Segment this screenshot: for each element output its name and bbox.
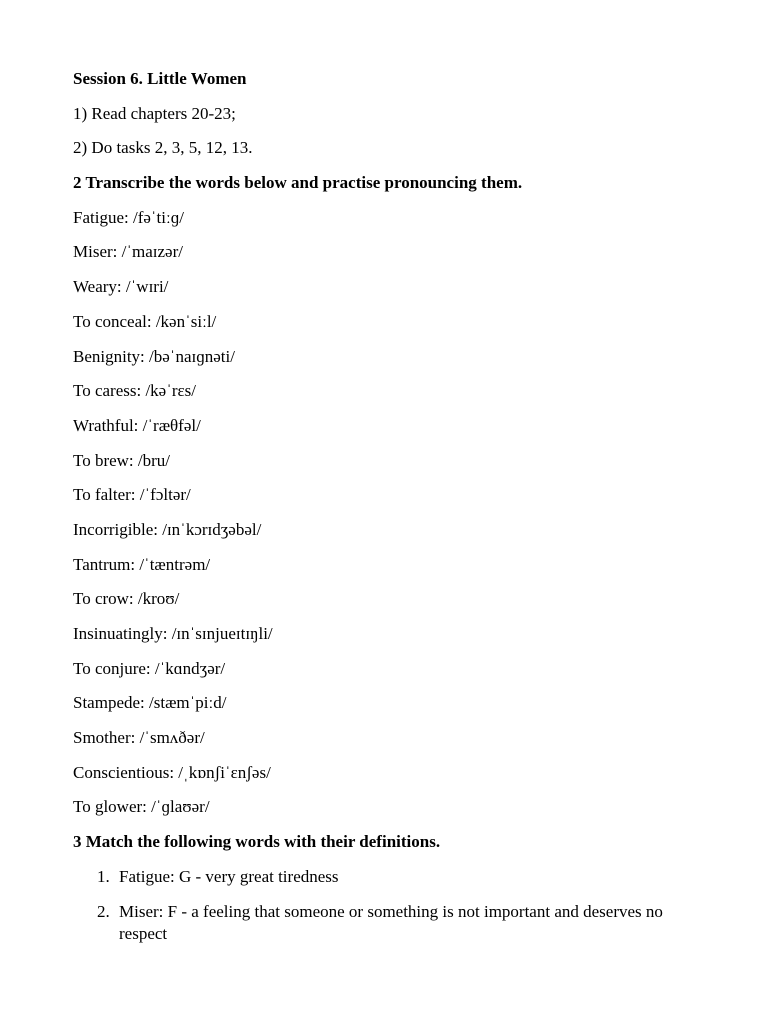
word-entry: Miser: /ˈmaɪzər/: [73, 242, 183, 262]
definition-text: Miser: F - a feeling that someone or something is not important and deserves no respect: [119, 901, 663, 943]
task2-heading: 2 Transcribe the words below and practise pronouncing them.: [73, 173, 523, 193]
word-entry: To crow: /kroʊ/: [73, 589, 180, 609]
word-entry: Smother: /ˈsmʌðər/: [73, 728, 205, 748]
definition-list: [73, 866, 693, 945]
word-entry: To conjure: /ˈkɑndʒər/: [73, 658, 226, 678]
task3-heading: 3 Match the following words with their definitions.: [73, 832, 441, 852]
word-entry: To conceal: /kənˈsiːl/: [73, 311, 217, 331]
transcription-list: [73, 207, 693, 831]
word-entry: Fatigue: /fəˈtiːɡ/: [73, 207, 184, 227]
list-item: [73, 901, 693, 945]
word-entry: To glower: /ˈɡlaʊər/: [73, 797, 210, 817]
word-entry: To falter: /ˈfɔltər/: [73, 485, 191, 505]
word-entry: Tantrum: /ˈtæntrəm/: [73, 554, 211, 574]
word-entry: Incorrigible: /ɪnˈkɔrɪdʒəbəl/: [73, 519, 262, 539]
document-page: [73, 68, 693, 957]
word-entry: To caress: /kəˈrɛs/: [73, 381, 197, 401]
list-number: 1.: [97, 866, 110, 886]
word-entry: Weary: /ˈwɪri/: [73, 277, 169, 297]
instruction-line: 2) Do tasks 2, 3, 5, 12, 13.: [73, 138, 253, 158]
page-title: Session 6. Little Women: [73, 69, 247, 88]
definition-text: Fatigue: G - very great tiredness: [119, 866, 339, 886]
word-entry: Wrathful: /ˈræθfəl/: [73, 415, 201, 435]
word-entry: Stampede: /stæmˈpiːd/: [73, 693, 227, 713]
word-entry: Insinuatingly: /ɪnˈsɪnjueɪtɪŋli/: [73, 624, 273, 643]
instruction-line: 1) Read chapters 20-23;: [73, 103, 236, 123]
word-entry: Conscientious: /ˌkɒnʃiˈɛnʃəs/: [73, 762, 271, 782]
list-item: [73, 866, 693, 888]
list-number: 2.: [97, 901, 110, 921]
word-entry: To brew: /bru/: [73, 450, 171, 470]
word-entry: Benignity: /bəˈnaɪɡnəti/: [73, 346, 235, 366]
